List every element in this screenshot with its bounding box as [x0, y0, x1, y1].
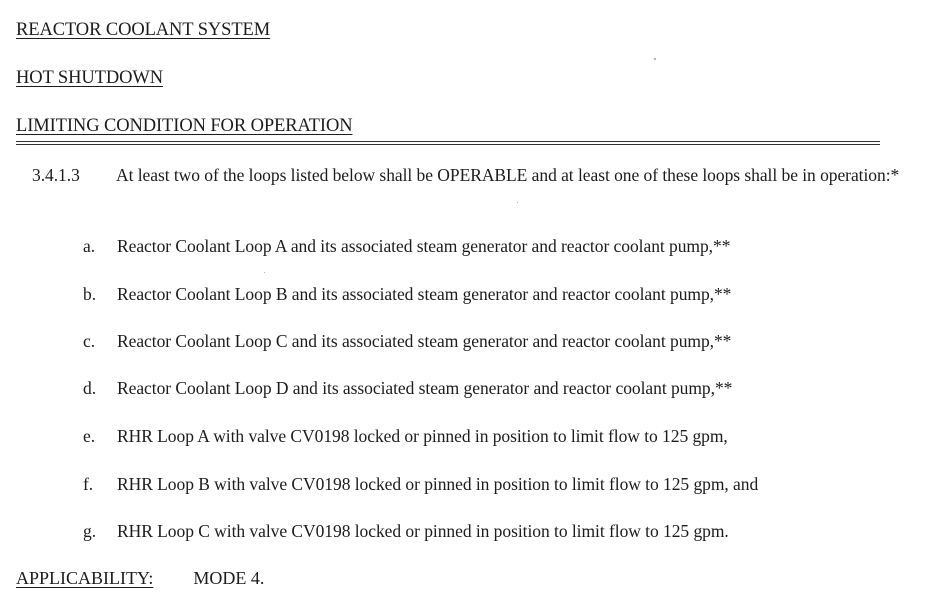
spec-text: At least two of the loops listed below shall be OPERABLE and at least one of these loops shall be in operation:* [116, 165, 900, 185]
double-rule-divider [16, 141, 880, 145]
list-item-letter: a. [83, 236, 96, 256]
list-item-text: RHR Loop A with valve CV0198 locked or pinned in position to limit flow to 125 gpm, [117, 426, 728, 446]
scan-speck [654, 58, 656, 60]
scan-speck [517, 202, 518, 203]
list-item-text: Reactor Coolant Loop B and its associated steam generator and reactor coolant pump,** [117, 284, 732, 304]
applicability-label: APPLICABILITY: [16, 568, 154, 588]
list-item [83, 426, 728, 447]
list-item-letter: b. [83, 284, 97, 304]
list-item-text: Reactor Coolant Loop A and its associated steam generator and reactor coolant pump,** [117, 236, 731, 256]
spec-paragraph [32, 163, 937, 187]
list-item [83, 236, 730, 257]
applicability-value: MODE 4. [193, 568, 265, 588]
section-heading-reactor-coolant-system: REACTOR COOLANT SYSTEM [16, 20, 271, 40]
list-item [83, 331, 731, 352]
list-item-text: Reactor Coolant Loop C and its associated steam generator and reactor coolant pump,** [117, 331, 732, 351]
list-item-letter: f. [83, 474, 94, 494]
list-item-text: RHR Loop B with valve CV0198 locked or pinned in position to limit flow to 125 gpm, and [117, 474, 759, 494]
list-item-text: Reactor Coolant Loop D and its associated steam generator and reactor coolant pump,** [117, 378, 733, 398]
subsection-heading-hot-shutdown: HOT SHUTDOWN [16, 68, 163, 88]
list-item [83, 521, 729, 542]
applicability-line [16, 568, 264, 589]
list-item-letter: c. [83, 331, 96, 351]
list-item-letter: e. [83, 426, 96, 446]
spec-number: 3.4.1.3 [32, 165, 80, 185]
list-item [83, 378, 732, 399]
list-item-letter: g. [83, 521, 97, 541]
list-item [83, 474, 758, 495]
list-item [83, 284, 731, 305]
list-item-text: RHR Loop C with valve CV0198 locked or pinned in position to limit flow to 125 gpm. [117, 521, 729, 541]
scan-speck [264, 272, 265, 273]
heading-limiting-condition: LIMITING CONDITION FOR OPERATION [16, 116, 353, 136]
list-item-letter: d. [83, 378, 97, 398]
